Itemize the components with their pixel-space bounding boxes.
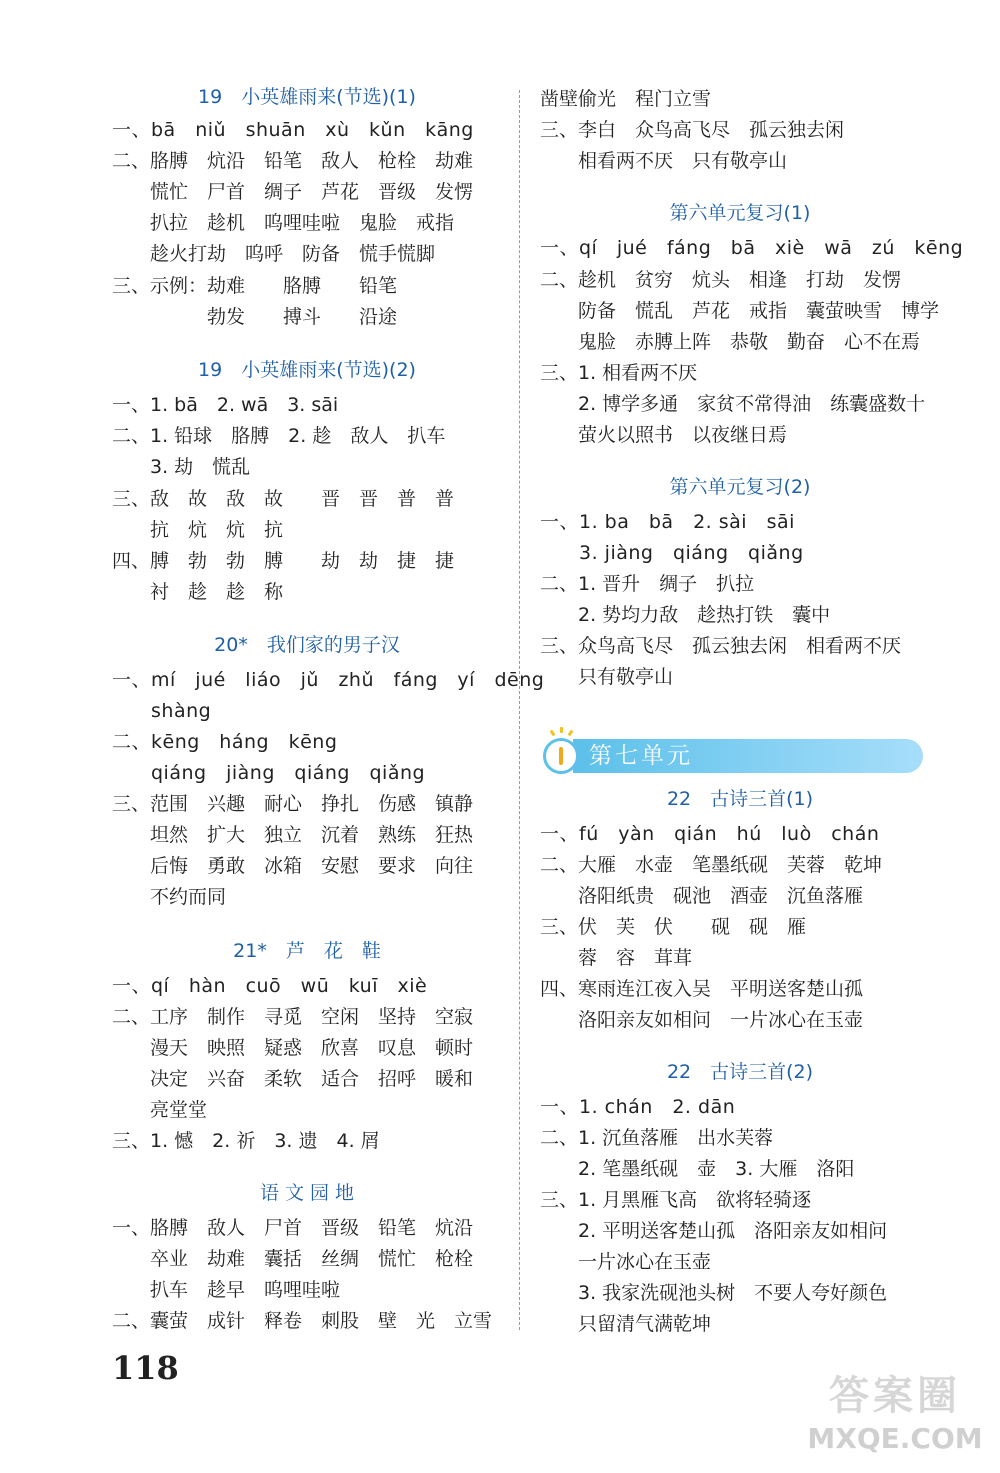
section-title-19-2: 19 小英雄雨来(节选)(2)	[198, 359, 416, 381]
answer-line: 一、1. bā 2. wā 3. sāi	[112, 394, 339, 416]
answer-line: 二、趁机 贫穷 炕头 相逢 打劫 发愣	[540, 269, 902, 291]
answer-line: 勃发 搏斗 沿途	[112, 306, 398, 328]
answer-line: 二、1. 晋升 绸子 扒拉	[540, 573, 755, 595]
answer-line: 一、bā niǔ shuān xù kǔn kāng	[112, 119, 474, 141]
answer-line: 鬼脸 赤膊上阵 恭敬 勤奋 心不在焉	[540, 331, 921, 353]
unit-7-banner	[543, 730, 923, 774]
answer-line: 扒拉 趁机 呜哩哇啦 鬼脸 戒指	[112, 212, 455, 234]
watermark-logo	[800, 1370, 990, 1470]
section-title-22-1: 22 古诗三首(1)	[666, 788, 814, 810]
answer-line: 三、1. 月黑雁飞高 欲将轻骑逐	[540, 1189, 812, 1211]
section-title-20: 20* 我们家的男子汉	[214, 634, 400, 656]
answer-line: 四、寒雨连江夜入吴 平明送客楚山孤	[540, 978, 864, 1000]
answer-line: 二、kēng háng kēng	[112, 731, 338, 753]
answer-line: 二、1. 沉鱼落雁 出水芙蓉	[540, 1127, 774, 1149]
answer-line: 三、1. 憾 2. 祈 3. 遗 4. 屑	[112, 1130, 380, 1152]
answer-line: 决定 兴奋 柔软 适合 招呼 暖和	[112, 1068, 474, 1090]
answer-line: 2. 势均力敌 趁热打铁 囊中	[540, 604, 831, 626]
answer-line: 抗 炕 炕 抗	[112, 519, 284, 541]
answer-line: 坦然 扩大 独立 沉着 熟练 狂热	[112, 824, 474, 846]
section-title-unit6-review-2: 第六单元复习(2)	[669, 476, 811, 498]
watermark-url: MXQE.COM	[807, 1422, 983, 1455]
answer-line: 一、fú yàn qián hú luò chán	[540, 823, 880, 845]
column-divider	[519, 90, 520, 1330]
answer-line: 防备 慌乱 芦花 戒指 囊萤映雪 博学	[540, 300, 940, 322]
answer-line: 2. 博学多通 家贫不常得油 练囊盛数十	[540, 393, 926, 415]
unit-7-title: 第七单元	[589, 743, 693, 769]
section-title-yuwen-yuandi: 语 文 园 地	[259, 1182, 355, 1204]
answer-line: 趁火打劫 呜呼 防备 慌手慌脚	[112, 243, 436, 265]
section-title-21: 21* 芦 花 鞋	[233, 940, 381, 962]
answer-line: 三、示例：劫难 胳膊 铅笔	[112, 275, 398, 297]
answer-line: 衬 趁 趁 称	[112, 581, 284, 603]
answer-line: qiáng jiàng qiáng qiǎng	[112, 762, 426, 784]
answer-line: 一、1. ba bā 2. sài sāi	[540, 511, 795, 533]
answer-line: 凿壁偷光 程门立雪	[540, 88, 712, 110]
answer-line: 不约而同	[112, 886, 227, 908]
answer-line: 2. 平明送客楚山孤 洛阳亲友如相问	[540, 1220, 888, 1242]
page-number: 118	[112, 1349, 179, 1387]
answer-line: 3. 我家洗砚池头树 不要人夸好颜色	[540, 1282, 888, 1304]
answer-line: 一片冰心在玉壶	[540, 1251, 712, 1273]
answer-line: 慌忙 尸首 绸子 芦花 晋级 发愣	[112, 181, 474, 203]
answer-line: 3. jiàng qiáng qiǎng	[540, 542, 804, 564]
answer-line: 只有敬亭山	[540, 666, 674, 688]
spark-icon	[550, 730, 556, 737]
answer-line: 卒业 劫难 囊括 丝绸 慌忙 枪栓	[112, 1248, 474, 1270]
section-title-unit6-review-1: 第六单元复习(1)	[669, 202, 811, 224]
answer-line: 蓉 容 茸茸	[540, 947, 693, 969]
answer-line: 二、工序 制作 寻觅 空闲 坚持 空寂	[112, 1006, 474, 1028]
answer-line: 四、膊 勃 勃 膊 劫 劫 捷 捷	[112, 550, 455, 572]
answer-line: 二、胳膊 炕沿 铅笔 敌人 枪栓 劫难	[112, 150, 474, 172]
answer-line: 三、敌 故 敌 故 晋 晋 普 普	[112, 488, 455, 510]
answer-line: 三、1. 相看两不厌	[540, 362, 698, 384]
answer-line: 三、李白 众鸟高飞尽 孤云独去闲	[540, 119, 845, 141]
answer-line: 后悔 勇敢 冰箱 安慰 要求 向往	[112, 855, 474, 877]
answer-line: 2. 笔墨纸砚 壶 3. 大雁 洛阳	[540, 1158, 855, 1180]
answer-line: 一、qí jué fáng bā xiè wā zú kēng	[540, 237, 964, 259]
answer-line: 相看两不厌 只有敬亭山	[540, 150, 788, 172]
answer-line: 萤火以照书 以夜继日焉	[540, 424, 788, 446]
section-title-19-1: 19 小英雄雨来(节选)(1)	[198, 86, 416, 108]
answer-line: 二、大雁 水壶 笔墨纸砚 芙蓉 乾坤	[540, 854, 883, 876]
answer-line: 洛阳纸贵 砚池 酒壶 沉鱼落雁	[540, 885, 864, 907]
answer-line: 二、1. 铅球 胳膊 2. 趁 敌人 扒车	[112, 425, 446, 447]
answer-line: 漫天 映照 疑惑 欣喜 叹息 顿时	[112, 1037, 474, 1059]
spark-icon	[560, 727, 563, 733]
answer-line: 一、胳膊 敌人 尸首 晋级 铅笔 炕沿	[112, 1217, 474, 1239]
answer-line: 三、范围 兴趣 耐心 挣扎 伤感 镇静	[112, 793, 474, 815]
answer-line: 扒车 趁早 呜哩哇啦	[112, 1279, 341, 1301]
answer-line: 一、1. chán 2. dān	[540, 1096, 736, 1118]
answer-line: 三、众鸟高飞尽 孤云独去闲 相看两不厌	[540, 635, 902, 657]
answer-line: 一、qí hàn cuō wū kuī xiè	[112, 975, 428, 997]
answer-line: 洛阳亲友如相问 一片冰心在玉壶	[540, 1009, 864, 1031]
spark-icon	[568, 730, 574, 737]
section-title-22-2: 22 古诗三首(2)	[666, 1061, 814, 1083]
answer-line: 一、mí jué liáo jǔ zhǔ fáng yí dēng	[112, 669, 545, 691]
answer-line: shàng	[112, 700, 212, 722]
lightbulb-icon	[543, 738, 579, 774]
answer-line: 3. 劫 慌乱	[112, 456, 251, 478]
answer-line: 三、伏 芙 伏 砚 砚 雁	[540, 916, 807, 938]
watermark-text: 答案圈	[829, 1373, 961, 1419]
answer-line: 只留清气满乾坤	[540, 1313, 712, 1335]
answer-line: 二、囊萤 成针 释卷 刺股 壁 光 立雪	[112, 1310, 493, 1332]
answer-line: 亮堂堂	[112, 1099, 208, 1121]
